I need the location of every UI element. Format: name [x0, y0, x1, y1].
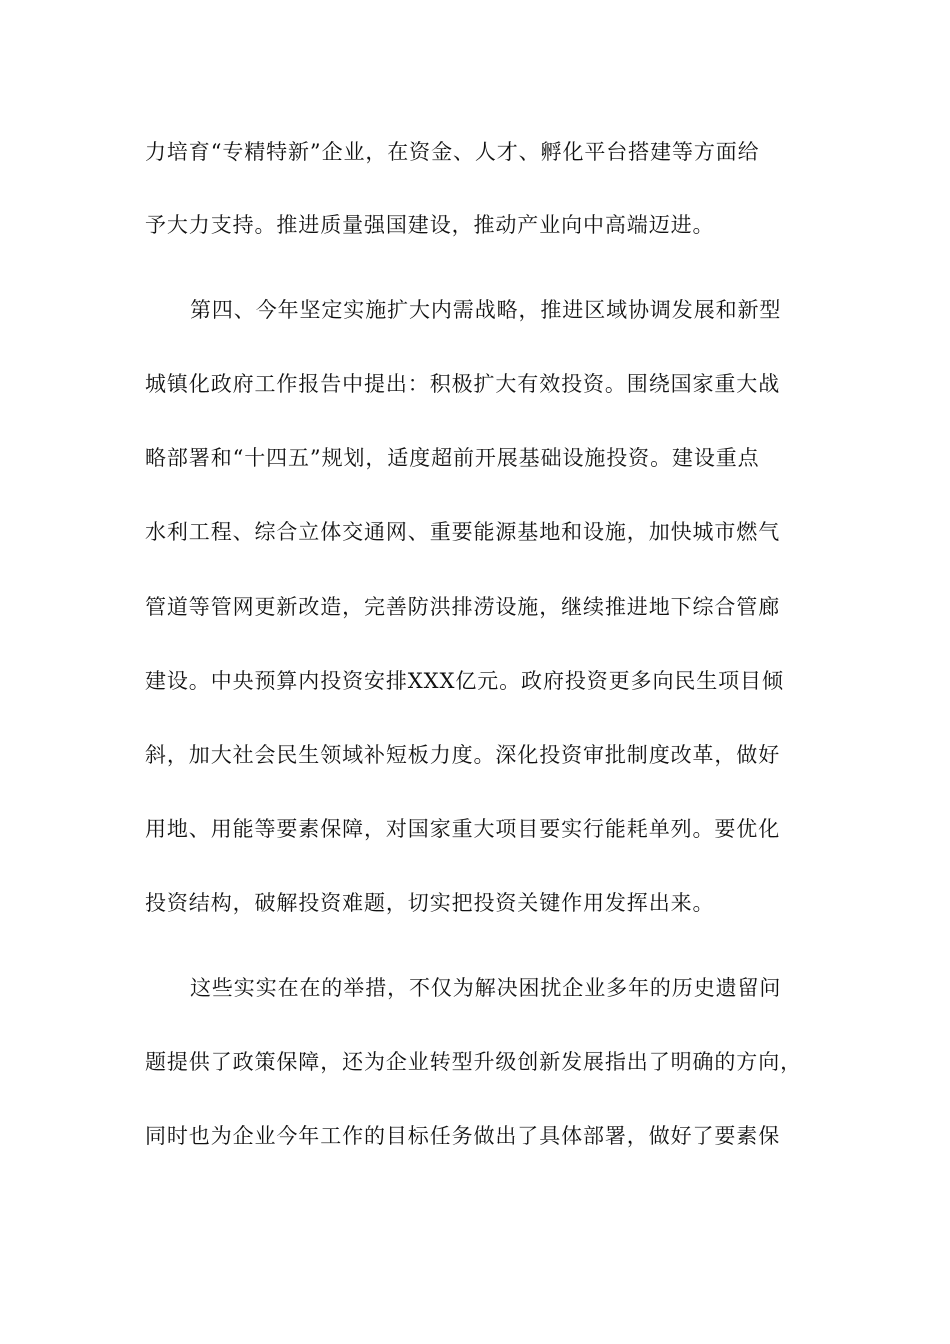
paragraph-line: 同时也为企业今年工作的目标任务做出了具体部署，做好了要素保 [145, 1124, 781, 1148]
paragraph-line: 予大力支持。推进质量强国建设，推动产业向中高端迈进。 [145, 213, 715, 237]
paragraph-line: 水利工程、综合立体交通网、重要能源基地和设施，加快城市燃气 [145, 520, 781, 544]
paragraph-line: 这些实实在在的举措，不仅为解决困扰企业多年的历史遗留问 [190, 976, 782, 1000]
paragraph-line: 建设。中央预算内投资安排XXX亿元。政府投资更多向民生项目倾 [145, 669, 784, 693]
paragraph-line: 斜，加大社会民生领域补短板力度。深化投资审批制度改革，做好 [145, 743, 781, 767]
paragraph-line: 力培育“专精特新”企业，在资金、人才、孵化平台搭建等方面给 [145, 140, 760, 164]
paragraph-line: 城镇化政府工作报告中提出：积极扩大有效投资。围绕国家重大战 [145, 372, 781, 396]
paragraph-line: 第四、今年坚定实施扩大内需战略，推进区域协调发展和新型 [190, 298, 782, 322]
paragraph-line: 管道等管网更新改造，完善防洪排涝设施，继续推进地下综合管廊 [145, 595, 781, 619]
paragraph-line: 投资结构，破解投资难题，切实把投资关键作用发挥出来。 [145, 891, 715, 915]
paragraph-line: 略部署和“十四五”规划，适度超前开展基础设施投资。建设重点 [145, 446, 760, 470]
paragraph-line: 用地、用能等要素保障，对国家重大项目要实行能耗单列。要优化 [145, 817, 781, 841]
paragraph-line: 题提供了政策保障，还为企业转型升级创新发展指出了明确的方向， [145, 1050, 802, 1074]
